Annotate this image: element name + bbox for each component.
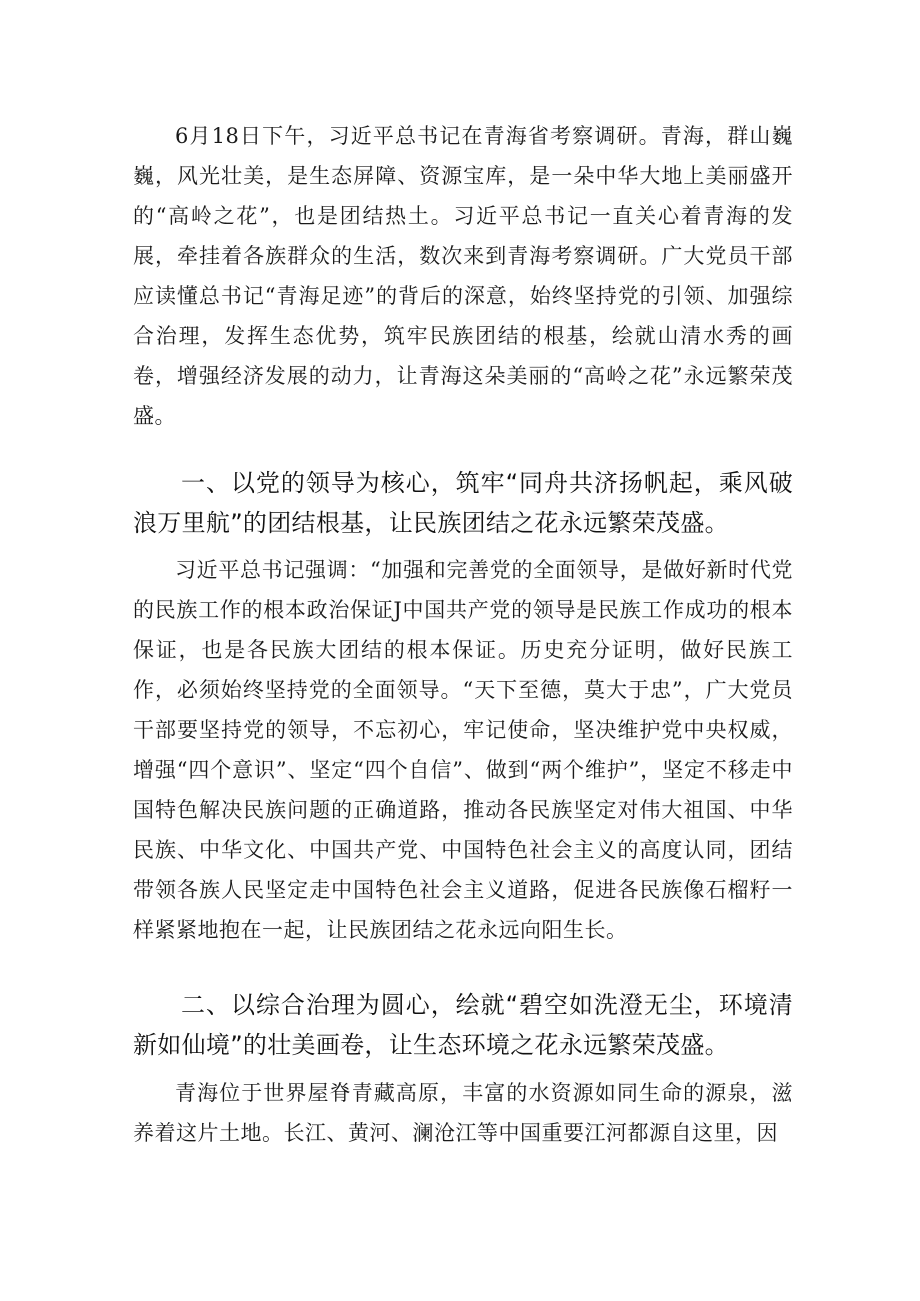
section-heading-1: 一、以党的领导为核心，筑牢“同舟共济扬帆起，乘风破浪万里航”的团结根基，让民族团结之花永远繁荣茂盛。 bbox=[133, 469, 793, 537]
section-heading-2: 二、以综合治理为圆心，绘就“碧空如洗澄无尘，环境清新如仙境”的壮美画卷，让生态环境之花永远繁荣茂盛。 bbox=[133, 991, 793, 1059]
intro-paragraph: 6月18日下午，习近平总书记在青海省考察调研。青海，群山巍巍，风光壮美，是生态屏障、资源宝库，是一朵中华大地上美丽盛开的“高岭之花”，也是团结热土。习近平总书记一直关心着青海的发展，牵挂着各族群众的生活，数次来到青海考察调研。广大党员干部应读懂总书记“青海足迹”的背后的深意，始终坚持党的引领、加强综合治理，发挥生态优势，筑牢民族团结的根基，绘就山清水秀的画卷，增强经济发展的动力，让青海这朵美丽的“高岭之花”永远繁荣茂盛。 bbox=[133, 124, 793, 428]
section-1-paragraph: 习近平总书记强调：“加强和完善党的全面领导，是做好新时代党的民族工作的根本政治保证J中国共产党的领导是民族工作成功的根本保证，也是各民族大团结的根本保证。历史充分证明，做好民族工作，必须始终坚持党的全面领导。“天下至德，莫大于忠”，广大党员干部要坚持党的领导，不忘初心，牢记使命，坚决维护党中央权威，增强“四个意识”、坚定“四个自信”、做到“两个维护”，坚定不移走中国特色解决民族问题的正确道路，推动各民族坚定对伟大祖国、中华民族、中华文化、中国共产党、中国特色社会主义的高度认同，团结带领各族人民坚定走中国特色社会主义道路，促进各民族像石榴籽一样紧紧地抱在一起，让民族团结之花永远向阳生长。 bbox=[133, 558, 793, 942]
section-2-paragraph: 青海位于世界屋脊青藏高原，丰富的水资源如同生命的源泉，滋养着这片土地。长江、黄河、澜沧江等中国重要江河都源自这里，因 bbox=[133, 1081, 793, 1145]
